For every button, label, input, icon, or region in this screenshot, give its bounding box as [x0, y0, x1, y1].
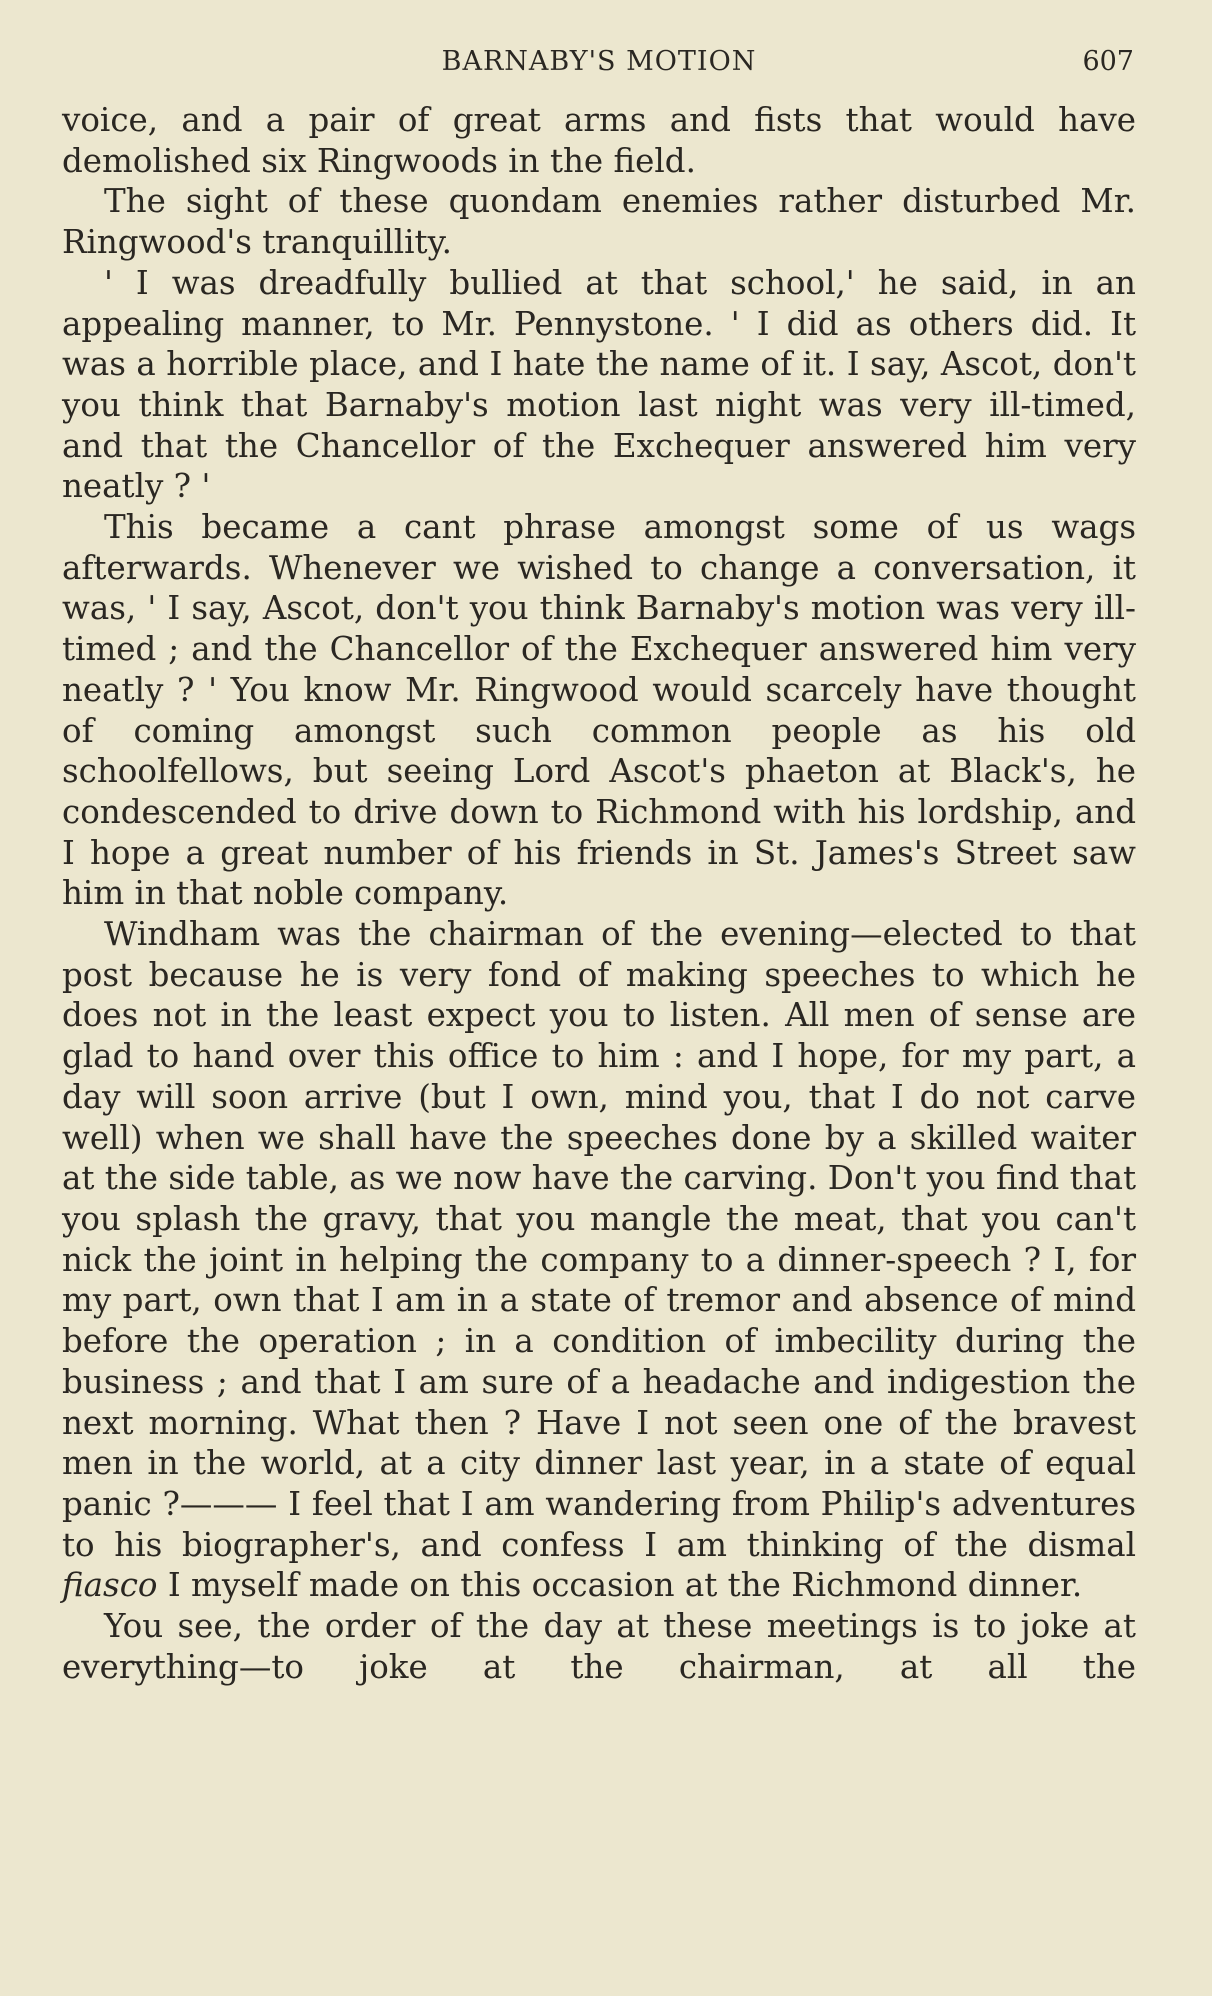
paragraph-text: Windham was the chairman of the evening—elected to that post because he is very fond of making speeches to which he does not in the least expect you to listen. All men of sense are glad to hand over this office to him : and I hope, for my part, a day will soon arrive (but I own, mind you, that I do not carve well) when we shall have the speeches done by a skilled waiter at the side table, as we now have the carving. Don't you find that you splash the gravy, that you mangle the meat, that you can't nick the joint in helping the company to a dinner-speech ? I, for my part, own that I am in a state of tremor and absence of mind before the operation ; in a condition of imbecility during the business ; and that I am sure of a headache and indigestion the next morning. What then ? Have I not seen one of the bravest men in the world, at a city dinner last year, in a state of equal panic ?——— I feel that I am wandering from Philip's adventures to his biographer's, and confess I am thinking of the dismal [62, 915, 1137, 1564]
paragraph [62, 914, 1136, 1606]
paragraph: ' I was dreadfully bullied at that school,' he said, in an appealing manner, to Mr. Pennystone. ' I did as others did. It was a horrible place, and I hate the name of it. I say, Ascot, don't you think that Barnaby's motion last night was very ill-timed, and that the Chancellor of the Exchequer answered him very neatly ? ' [62, 263, 1136, 506]
page-header [62, 46, 1136, 92]
italic-word: fiasco [62, 1566, 158, 1605]
paragraph: The sight of these quondam enemies rather disturbed Mr. Ringwood's tranquillity. [62, 182, 1136, 262]
paragraph: voice, and a pair of great arms and fists that would have demolished six Ringwoods in the field. [62, 101, 1136, 180]
paragraph-text: I myself made on this occasion at the Richmond dinner. [157, 1566, 1083, 1605]
page-number: 607 [1082, 46, 1134, 77]
paragraph: You see, the order of the day at these meetings is to joke at everything—to joke at the chairman, at all the [62, 1607, 1136, 1686]
book-page [62, 46, 1136, 1946]
paragraph: This became a cant phrase amongst some of us wags afterwards. Whenever we wished to change a conversation, it was, ' I say, Ascot, don't you think Barnaby's motion was very ill-timed ; and the Chancellor of the Exchequer answered him very neatly ? ' You know Mr. Ringwood would scarcely have thought of coming amongst such common people as his old schoolfellows, but seeing Lord Ascot's phaeton at Black's, he condescended to drive down to Richmond with his lordship, and I hope a great number of his friends in St. James's Street saw him in that noble company. [62, 508, 1136, 913]
running-title: BARNABY'S MOTION [441, 46, 757, 77]
body-text [62, 100, 1136, 1687]
